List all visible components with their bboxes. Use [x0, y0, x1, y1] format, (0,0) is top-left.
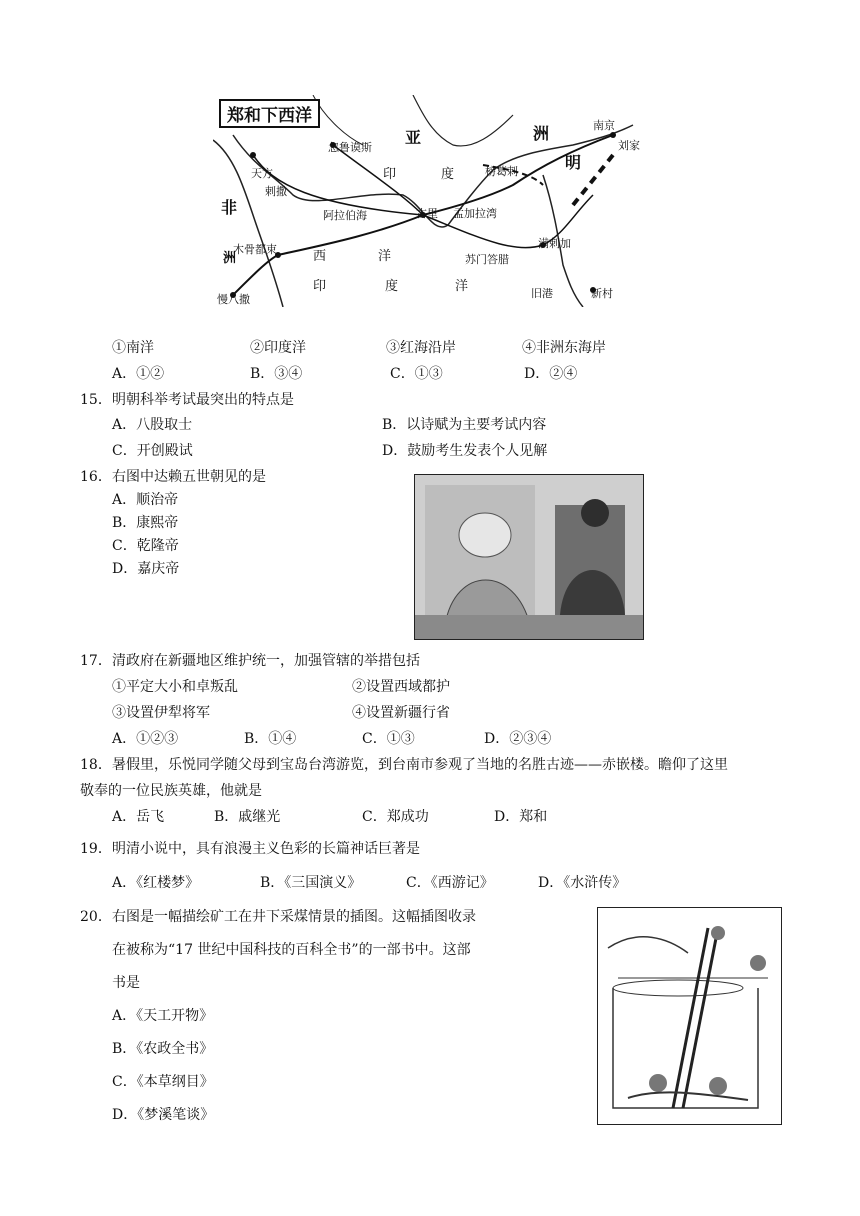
- q18-choice-c: C．郑成功: [362, 809, 429, 825]
- q16-number: 16．: [80, 469, 112, 485]
- map-label-zhou: 洲: [223, 251, 237, 266]
- q20-option-c: C．《本草纲目》: [112, 1074, 214, 1090]
- map-label-arabian: 阿拉伯海: [323, 209, 367, 222]
- dalai-lama-painting: [414, 474, 644, 640]
- q17-choice-c: C．①③: [362, 731, 415, 747]
- map-label-bengal: 孟加拉湾: [453, 207, 497, 220]
- map-label-hulumosi: 忽鲁谟斯: [328, 141, 372, 154]
- q17-stem: 清政府在新疆地区维护统一，加强管辖的举措包括: [112, 653, 420, 669]
- q19-choice-d: D．《水浒传》: [538, 875, 627, 891]
- q18-stem-line-2: 敬奉的一位民族英雄，他就是: [80, 783, 262, 799]
- q20-option-a: A．《天工开物》: [112, 1008, 214, 1024]
- q14-option-3: ③红海沿岸: [386, 340, 456, 356]
- q18-choice-b: B．戚继光: [214, 809, 281, 825]
- map-label-india-1: 印: [383, 167, 397, 182]
- zheng-he-map: [213, 95, 649, 307]
- mining-drawing: [598, 908, 781, 1124]
- q16-option-c: C．乾隆帝: [112, 538, 179, 554]
- q19-number: 19．: [80, 841, 112, 857]
- map-label-bangladesh: 榜葛剌: [485, 165, 518, 178]
- map-label-yang: 洋: [378, 249, 392, 264]
- q17-statement-3: ③设置伊犁将军: [112, 705, 210, 721]
- q16-option-a: A．顺治帝: [112, 492, 179, 508]
- coal-mining-illustration: [597, 907, 782, 1125]
- map-label-xi: 西: [313, 249, 327, 264]
- q19-choice-b: B．《三国演义》: [260, 875, 362, 891]
- q15-stem: 明朝科举考试最突出的特点是: [112, 392, 294, 408]
- q17-statement-1: ①平定大小和卓叛乱: [112, 679, 238, 695]
- map-label-sumendala: 苏门答腊: [465, 253, 509, 266]
- q18-choice-a: A．岳飞: [112, 809, 165, 825]
- q17-choice-d: D．②③④: [484, 731, 552, 747]
- q14-choice-d: D．②④: [524, 366, 578, 382]
- q18-choice-d: D．郑和: [494, 809, 548, 825]
- q14-choice-b: B．③④: [250, 366, 303, 382]
- map-title: 郑和下西洋: [219, 99, 320, 128]
- map-label-guli: 古里: [416, 207, 438, 220]
- q18-number: 18．: [80, 757, 112, 773]
- q16-stem: 右图中达赖五世朝见的是: [112, 469, 266, 485]
- q20-stem-line-2: 在被称为“17 世纪中国科技的百科全书”的一部书中。这部: [112, 942, 471, 958]
- q15-number: 15．: [80, 392, 112, 408]
- map-label-manbasa: 慢八撒: [217, 293, 250, 306]
- q19-stem: 明清小说中，具有浪漫主义色彩的长篇神话巨著是: [112, 841, 420, 857]
- map-label-xincun: 新村: [591, 287, 613, 300]
- q20-option-d: D．《梦溪笔谈》: [112, 1107, 215, 1123]
- map-label-mugudushu: 木骨都束: [233, 243, 277, 256]
- q17-statement-2: ②设置西域都护: [352, 679, 450, 695]
- map-label-india-2: 度: [441, 167, 455, 182]
- q17-choice-b: B．①④: [244, 731, 297, 747]
- map-label-asia-1: 亚: [405, 128, 422, 147]
- map-label-nanjing: 南京: [593, 119, 615, 132]
- q15-option-d: D．鼓励考生发表个人见解: [382, 443, 548, 459]
- map-label-ming: 明: [565, 153, 582, 172]
- q14-option-2: ②印度洋: [250, 340, 306, 356]
- q14-option-1: ①南洋: [112, 340, 154, 356]
- q19-choice-a: A．《红楼梦》: [112, 875, 200, 891]
- painting-drawing: [415, 475, 643, 639]
- map-label-yang2: 洋: [455, 279, 469, 294]
- q17-statement-4: ④设置新疆行省: [352, 705, 450, 721]
- q15-option-c: C．开创殿试: [112, 443, 193, 459]
- map-label-jiugang: 旧港: [531, 287, 553, 300]
- map-label-liujia: 刘家: [618, 139, 640, 152]
- q18-stem-line-1: 暑假里，乐悦同学随父母到宝岛台湾游览，到台南市参观了当地的名胜古迹——赤嵌楼。瞻仰了这里: [112, 757, 728, 773]
- q17-choice-a: A．①②③: [112, 731, 179, 747]
- q14-option-4: ④非洲东海岸: [522, 340, 606, 356]
- q17-number: 17．: [80, 653, 112, 669]
- q15-option-a: A．八股取士: [112, 417, 193, 433]
- map-label-fei: 非: [221, 198, 238, 217]
- q14-choice-c: C．①③: [390, 366, 443, 382]
- map-label-asia-2: 洲: [533, 124, 550, 143]
- map-label-tianfang: 天方: [251, 167, 273, 180]
- q15-option-b: B．以诗赋为主要考试内容: [382, 417, 547, 433]
- q20-option-b: B．《农政全书》: [112, 1041, 214, 1057]
- q14-choice-a: A．①②: [112, 366, 165, 382]
- map-label-yin: 印: [313, 279, 327, 294]
- q20-number: 20．: [80, 909, 112, 925]
- map-label-du: 度: [385, 279, 399, 294]
- map-label-lasa: 剌撒: [265, 185, 287, 198]
- q16-option-b: B．康熙帝: [112, 515, 179, 531]
- q19-choice-c: C．《西游记》: [406, 875, 494, 891]
- q20-stem-line-1: 右图是一幅描绘矿工在井下采煤情景的插图。这幅插图收录: [112, 909, 476, 925]
- map-label-manlajia: 满剌加: [538, 237, 571, 250]
- q20-stem-line-3: 书是: [112, 975, 140, 991]
- q16-option-d: D．嘉庆帝: [112, 561, 180, 577]
